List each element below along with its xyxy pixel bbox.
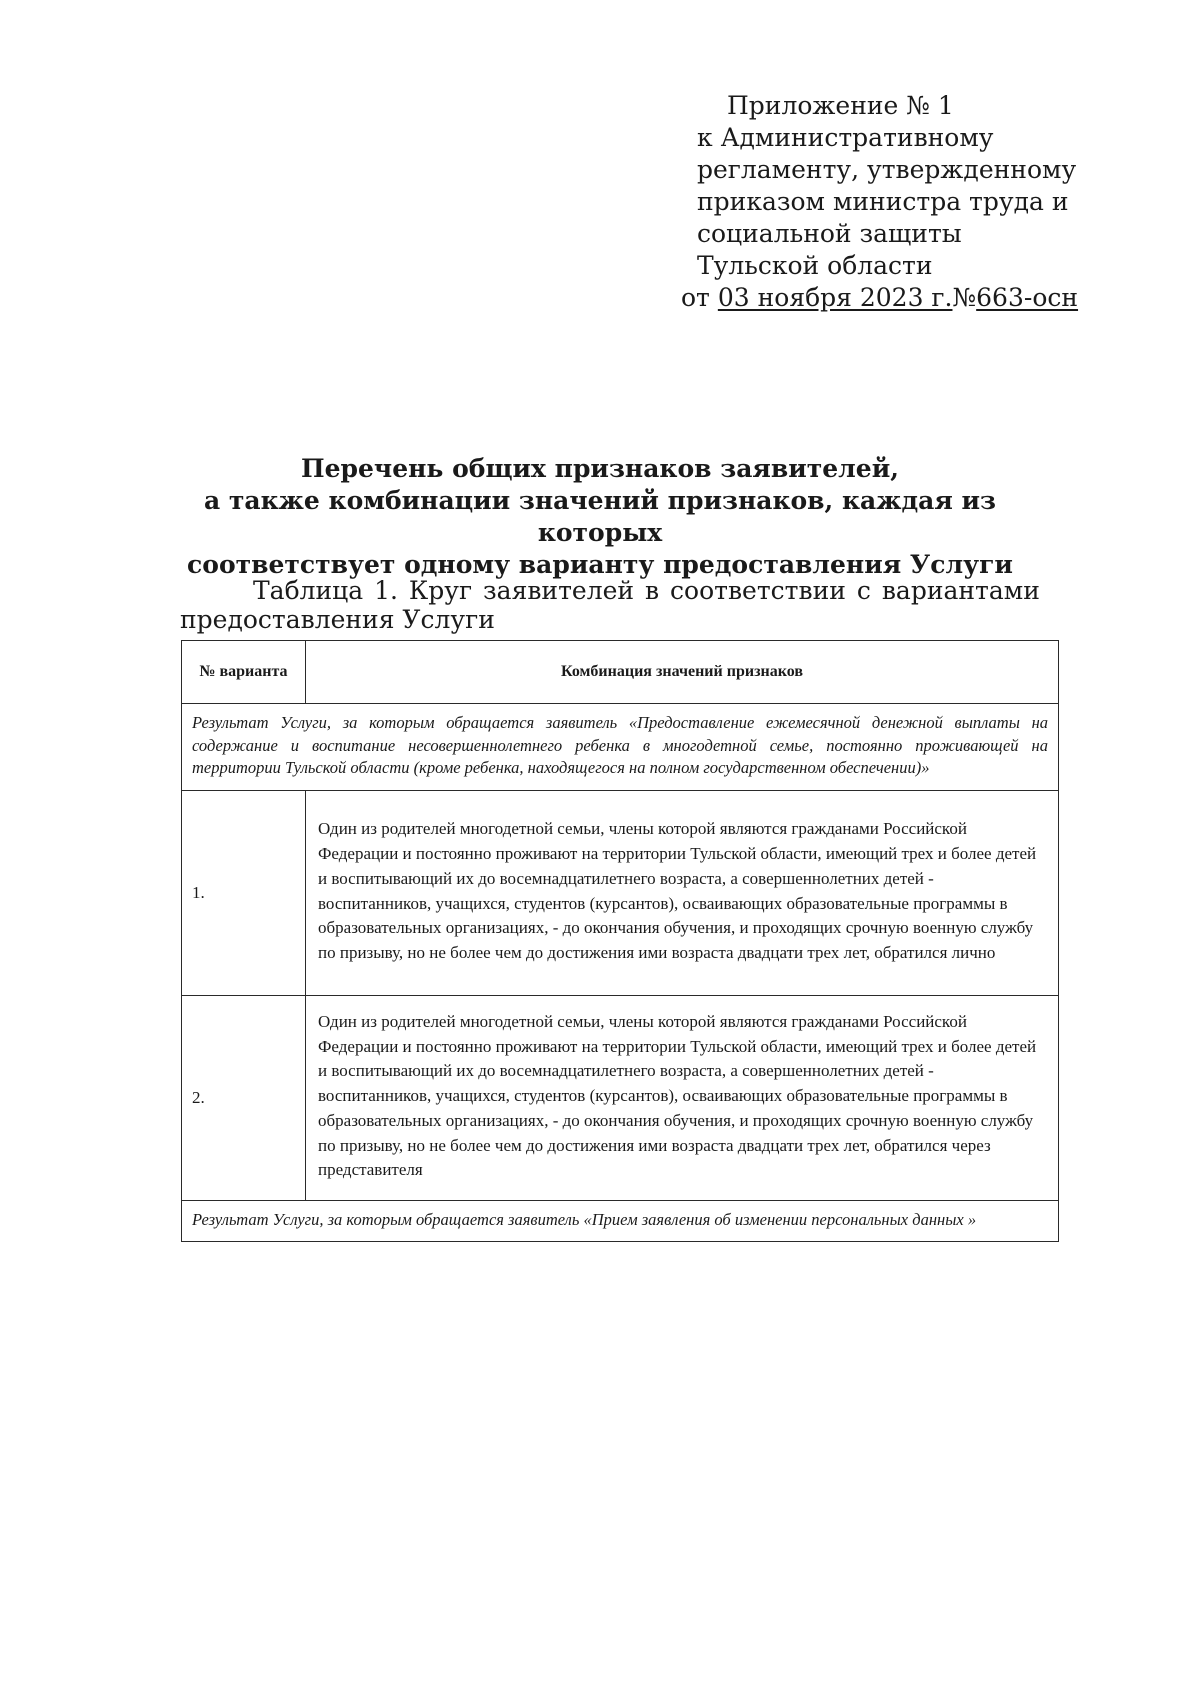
caption-word: заявителей (483, 576, 635, 605)
variant-number: 2. (182, 995, 306, 1200)
appendix-header (681, 90, 1097, 314)
result-text: Результат Услуги, за которым обращается заявитель «Предоставление ежемесячной денежной выплаты на содержание и воспитание несовершеннолетнего ребенка в многодетной семье, постоянно проживающей на территории Тульской области (кроме ребенка, находящегося на полном государственном обеспечении)» (182, 704, 1059, 791)
applicants-table (181, 640, 1059, 1242)
title-line: соответствует одному варианту предоставления Услуги (187, 550, 1013, 579)
caption-word: соответствии (670, 576, 846, 605)
caption-word: 1. (374, 576, 398, 605)
order-date: 03 ноября 2023 г. (717, 283, 953, 312)
header-variant-number: № варианта (182, 641, 306, 704)
number-sign: № (952, 283, 977, 312)
document-title (150, 453, 1050, 581)
title-line: Перечень общих признаков заявителей, (301, 454, 899, 483)
caption-line-1 (180, 575, 1040, 607)
caption-word: вариантами (881, 576, 1040, 605)
caption-line-2: предоставления Услуги (180, 605, 495, 634)
result-row (182, 1200, 1059, 1242)
caption-word: Круг (408, 576, 473, 605)
header-combination: Комбинация значений признаков (306, 641, 1059, 704)
caption-word: в (645, 576, 660, 605)
variant-description: Один из родителей многодетной семьи, члены которой являются гражданами Российской Федерации и постоянно проживают на территории Тульской области, имеющий трех и более детей и воспитывающий их до восемнадцатилетнего возраста, а совершеннолетних детей - воспитанников, учащихся, студентов (курсантов), осваивающих образовательные программы в образовательных организациях, - до окончания обучения, и проходящих срочную военную службу по призыву, но не более чем до достижения ими возраста двадцати трех лет, обратился лично (306, 790, 1059, 995)
appendix-line: приказом министра труда и (697, 187, 1069, 216)
appendix-line: Тульской области (697, 251, 933, 280)
order-number: 663-осн (976, 283, 1079, 312)
title-line: а также комбинации значений признаков, каждая из которых (204, 486, 996, 547)
appendix-line: Приложение № 1 (727, 91, 954, 120)
appendix-line: социальной защиты (697, 219, 962, 248)
table-row (182, 995, 1059, 1200)
order-date-line (681, 282, 1097, 314)
table-row (182, 790, 1059, 995)
result-text: Результат Услуги, за которым обращается заявитель «Прием заявления об изменении персональных данных » (182, 1200, 1059, 1242)
caption-word: с (856, 576, 871, 605)
result-row (182, 704, 1059, 791)
variant-number: 1. (182, 790, 306, 995)
table-caption (180, 575, 1040, 636)
caption-word: Таблица (253, 576, 364, 605)
appendix-line: к Административному (697, 123, 994, 152)
date-prefix: от (681, 283, 718, 312)
appendix-line: регламенту, утвержденному (697, 155, 1077, 184)
table-header-row (182, 641, 1059, 704)
variant-description: Один из родителей многодетной семьи, члены которой являются гражданами Российской Федерации и постоянно проживают на территории Тульской области, имеющий трех и более детей и воспитывающий их до восемнадцатилетнего возраста, а совершеннолетних детей - воспитанников, учащихся, студентов (курсантов), осваивающих образовательные программы в образовательных организациях, - до окончания обучения, и проходящих срочную военную службу по призыву, но не более чем до достижения ими возраста двадцати трех лет, обратился через представителя (306, 995, 1059, 1200)
